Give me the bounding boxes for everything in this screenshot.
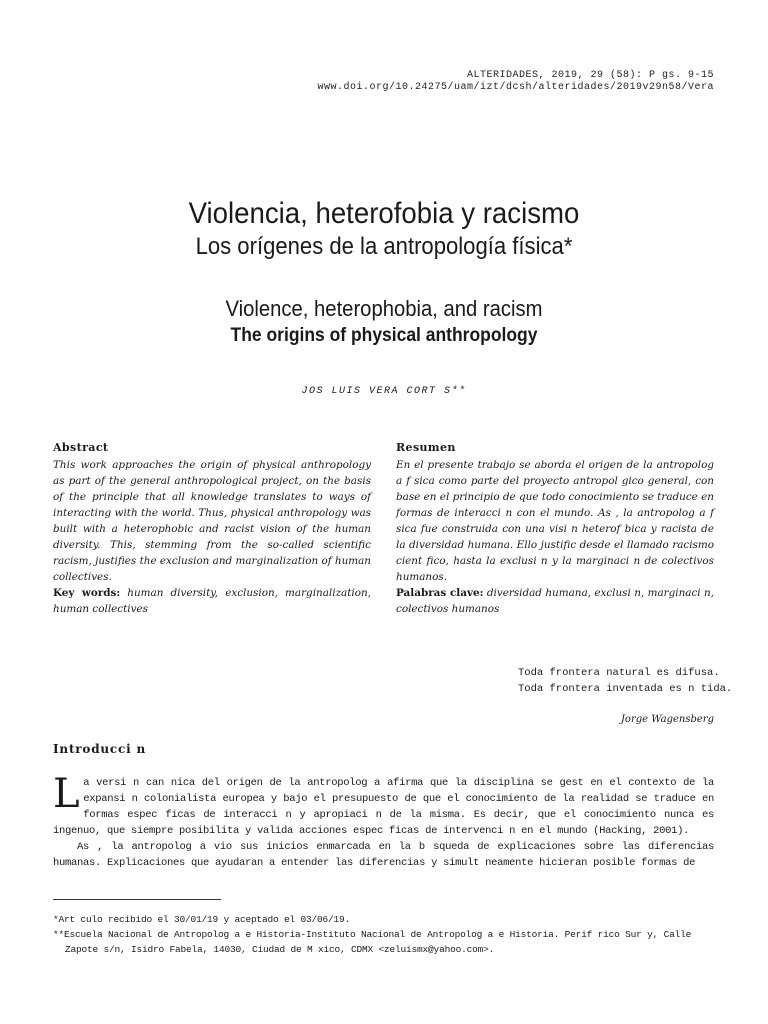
palabras-clave-text: diversidad humana, exclusi n, marginaci n, colectivos humanos [396,587,714,615]
paragraph-1 [53,771,714,839]
abstract-text: This work approaches the origin of physical anthropology as part of the general anthropological project, on the basis of the principle that all knowledge translates to ways of interacting with the world. Thus, physical anthropology was built with a heterophobic and racist vision of the human diversity. This, stemming from the so-called scientific racism, justifies the exclusion and marginalization of human collectives. [53,459,371,583]
footnote-1: *Art culo recibido el 30/01/19 y aceptado el 03/06/19. [53,914,351,925]
section-heading: Introducci n [53,742,146,756]
abstract-column [53,440,371,617]
resumen-keywords [396,585,714,617]
doi-link[interactable]: www.doi.org/10.24275/uam/izt/dcsh/alteridades/2019v29n58/Vera [317,82,714,93]
resumen-heading: Resumen [396,441,456,454]
resumen-text: En el presente trabajo se aborda el origen de la antropolog a f sica como parte del proyecto antropol gico general, con base en el principio de que todo conocimiento se traduce en formas de interacci n con el mundo. As , la antropolog a f sica fue construida con una visi n heterof bica y racista de la diversidad humana. Ello justific desde el llamado racismo cient fico, hasta la exclusi n y la marginaci n de colectivos humanos. [396,459,714,583]
resumen-column [396,440,714,617]
subtitle-english: The origins of physical anthropology [230,325,538,346]
body-text [53,771,714,871]
epigraph-line-2: Toda frontera inventada es n tida. [518,683,733,695]
citation-line: ALTERIDADES, 2019, 29 (58): P gs. 9-15 [466,70,714,81]
title-english: Violence, heterophobia, and racism [225,296,543,321]
title-spanish: Violencia, heterofobia y racismo [188,197,580,230]
footnotes [53,912,714,957]
abstract-heading: Abstract [53,441,109,454]
drop-cap: L [53,771,80,817]
paragraph-2: As , la antropolog a vio sus inicios enmarcada en la b squeda de explicaciones sobre las diferencias humanas. Explicaciones que ayudaran a entender las diferencias y simult neamente hicieran posible formas de [53,841,714,869]
palabras-clave-label: Palabras clave: [396,587,484,599]
footnote-2: **Escuela Nacional de Antropolog a e Historia-Instituto Nacional de Antropolog a e Historia. Perif rico Sur y, Calle Zapote s/n, Isidro Fabela, 14030, Ciudad de M xico, CDMX <zeluismx@yahoo.com>. [53,929,692,955]
abstract-keywords [53,585,371,617]
epigraph-author: Jorge Wagensberg [620,714,714,725]
author-name: JOS LUIS VERA CORT S** [301,386,467,397]
paragraph-1-text: a versi n can nica del origen de la antropolog a afirma que la disciplina se gest en el contexto de la expansi n colonialista europea y bajo el presupuesto de que el conocimiento de la realidad se traduce en formas espec ficas de interacci n y apropiaci n de la misma. Es decir, que el conocimiento nunca es ingenuo, que siempre posibilita y valida acciones espec ficas de intervenci n en el mundo (Hacking, 2001). [53,777,714,837]
subtitle-spanish: Los orígenes de la antropología física* [195,233,573,260]
footnote-divider [53,899,221,900]
epigraph [518,665,732,697]
keywords-text: human diversity, exclusion, marginalization, human collectives [53,587,371,615]
epigraph-line-1: Toda frontera natural es difusa. [518,667,720,679]
keywords-label: Key words: [53,587,121,599]
